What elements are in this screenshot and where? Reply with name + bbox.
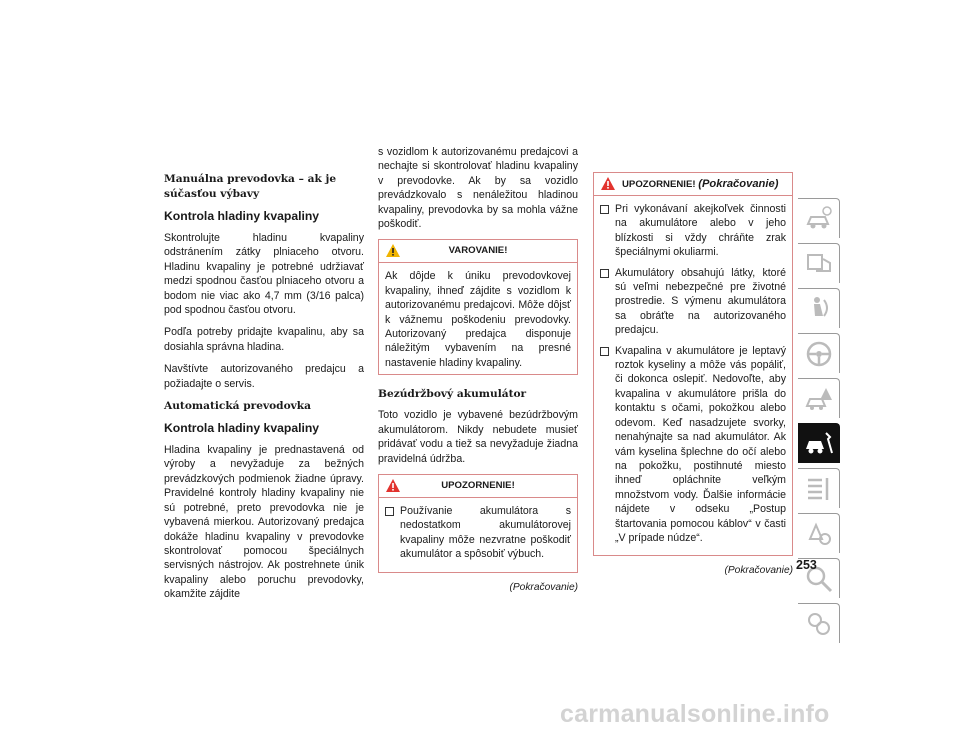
- warning-title: VAROVANIE!: [448, 245, 508, 257]
- tab-specs-list[interactable]: [798, 468, 840, 508]
- tab-multimedia[interactable]: [798, 513, 840, 553]
- multimedia-icon: [804, 519, 834, 549]
- tab-language[interactable]: [798, 603, 840, 643]
- subheading-fluid-check-2: Kontrola hladiny kvapaliny: [164, 421, 320, 436]
- paragraph: s vozidlom k autorizovanému predajcovi a nechajte si skontrolovať hladinu kvapaliny v prevodovke. Ak by sa vozidlo prevádzkovalo s nenáležitou hladinou kvapaliny, prevodovka by sa mohla vážne poškodiť.: [378, 146, 578, 231]
- warning-lights-icon: [804, 249, 834, 279]
- warning-box-header: [379, 240, 577, 263]
- caution-box: [378, 474, 578, 573]
- tab-seat-airbag[interactable]: [798, 288, 840, 328]
- list-item: Kvapalina v akumulátore je leptavý roztok kyseliny a môže vás popáliť, či dokonca oslepiť. Nedovoľte, aby kvapalina v akumulátore prišla do kontaktu s očami, pokožkou alebo odevom. Keď nasadzujete svorky, nenahýnajte sa nad akumulátor. Ak vám kyselina šplechne do očí alebo na pokožku, postihnuté miesto ihneď opláchnite veľkým množstvom vody. Ďalšie informácie nájdete v odseku „Postup štartovania pomocou káblov“ v časti „V prípade núdze“.: [600, 344, 786, 546]
- warning-text: Ak dôjde k úniku prevodovkovej kvapaliny, ihneď zájdite s vozidlom k autorizovanému predajcovi. Môže dôjsť k vážnemu poškodeniu prevodovky. Autorizovaný predajca disponuje náležitým vybavením na presné nastavenie hladiny kvapaliny.: [385, 270, 571, 369]
- paragraph: Hladina kvapaliny je prednastavená od výroby a nevyžaduje za bežných prevádzkových podmienok žiadne úpravy. Pravidelné kontroly hladiny kvapaliny nie sú potrebné, preto prevodovka nie je vybavená mierkou. Autorizovaný predajca dokáže hladinu kvapaliny v prevodovke skontrolovať pomocou špeciálnych servisných nástrojov. Ak postrehnete únik kvapaliny alebo poruchu prevodovky, okamžite zájdite: [164, 444, 364, 601]
- bullet-square-icon: [600, 269, 609, 278]
- tab-steering-wheel[interactable]: [798, 333, 840, 373]
- paragraph: Podľa potreby pridajte kvapalinu, aby sa dosiahla správna hladina.: [164, 326, 364, 353]
- specs-list-icon: [804, 474, 834, 504]
- tab-car-service[interactable]: [798, 423, 840, 463]
- bullet-square-icon: [600, 347, 609, 356]
- section-heading-battery: Bezúdržbový akumulátor: [378, 388, 527, 401]
- caution-title: UPOZORNENIE!: [622, 179, 696, 190]
- language-icon: [804, 609, 834, 639]
- tab-roadside-assist[interactable]: [798, 378, 840, 418]
- seat-airbag-icon: [804, 294, 834, 324]
- warning-box: [378, 239, 578, 375]
- steering-wheel-icon: [804, 339, 834, 369]
- paragraph: Skontrolujte hladinu kvapaliny odstránením zátky plniaceho otvoru. Hladinu kvapaliny je potrebné udržiavať medzi spodnou časťou plniaceho otvoru a bodom nie viac ako 4,7 mm (3/16 palca) pod spodnou časťou otvoru.: [164, 232, 364, 317]
- warning-triangle-icon: [385, 243, 401, 258]
- caution-triangle-icon: [600, 176, 616, 191]
- car-info-icon: [804, 204, 834, 234]
- bullet-square-icon: [600, 205, 609, 214]
- subheading-fluid-check-1: Kontrola hladiny kvapaliny: [164, 209, 320, 223]
- list-item: Akumulátory obsahujú látky, ktoré sú veľmi nebezpečné pre životné prostredie. S výmenu akumulátora sa obráťte na autorizovaného predajcu.: [600, 266, 786, 338]
- chapter-tabs: [798, 198, 840, 648]
- caution-box-header: [379, 475, 577, 498]
- caution-title-continued: (Pokračovanie): [698, 178, 779, 190]
- watermark: carmanualsonline.info: [560, 700, 830, 728]
- car-service-icon: [804, 429, 834, 459]
- column-3: [593, 172, 793, 579]
- caution-triangle-icon: [385, 478, 401, 493]
- bullet-square-icon: [385, 507, 394, 516]
- paragraph: Toto vozidlo je vybavené bezúdržbovým akumulátorom. Nikdy nebudete musieť pridávať vodu a tiež sa nevyžaduje žiadna pravidelná údržba.: [378, 409, 578, 465]
- list-item: Pri vykonávaní akejkoľvek činnosti na akumulátore alebo v jeho blízkosti si vždy chráňte zrak špeciálnymi okuliarmi.: [600, 202, 786, 260]
- continued-label: (Pokračovanie): [509, 581, 578, 593]
- paragraph: Navštívte autorizovaného predajcu a požiadajte o servis.: [164, 363, 364, 390]
- tab-warning-lights[interactable]: [798, 243, 840, 283]
- list-item: Používanie akumulátora s nedostatkom akumulátorovej kvapaliny môže nezvratne poškodiť akumulátor a spôsobiť výbuch.: [385, 504, 571, 562]
- section-heading-manual-transmission: Manuálna prevodovka – ak je súčasťou výbavy: [164, 173, 337, 200]
- tab-car-info[interactable]: [798, 198, 840, 238]
- section-heading-automatic-transmission: Automatická prevodovka: [164, 400, 311, 413]
- column-1: [164, 172, 364, 610]
- caution-box-header: [594, 173, 792, 196]
- roadside-assist-icon: [804, 384, 834, 414]
- column-2: [378, 145, 578, 595]
- caution-title: UPOZORNENIE!: [441, 479, 515, 491]
- caution-box-continued: [593, 172, 793, 556]
- page-number: 253: [796, 558, 817, 572]
- continued-label: (Pokračovanie): [724, 565, 793, 577]
